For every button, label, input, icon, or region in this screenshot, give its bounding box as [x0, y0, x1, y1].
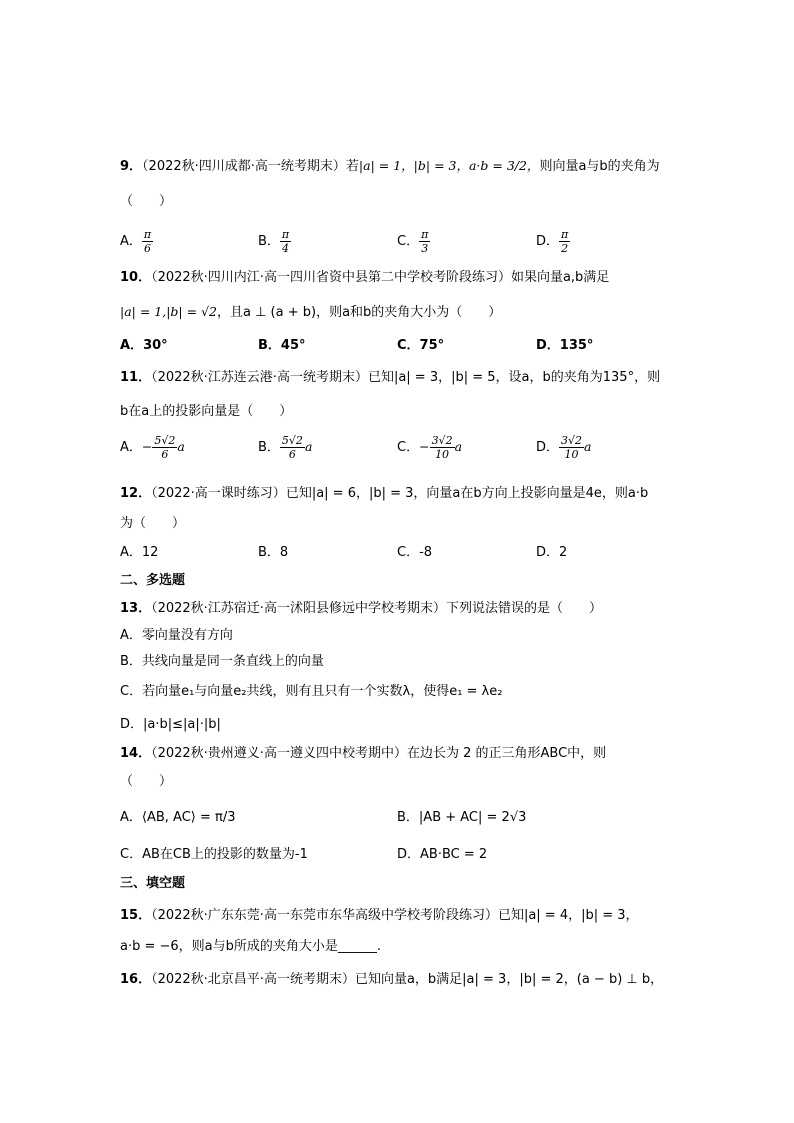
option-letter: D．	[536, 545, 560, 560]
section-heading: 二、多选题	[120, 573, 186, 588]
question-12-line-1	[120, 484, 648, 504]
option-a: A．⟨AB, AC⟩ = π/3	[120, 810, 236, 825]
vector-var: a	[584, 439, 592, 454]
numerator: 5√2	[281, 434, 303, 447]
option-c	[397, 434, 462, 461]
question-text: 则向量a与b的夹角为	[539, 159, 660, 174]
vector-var: a	[177, 439, 185, 454]
option-letter: A．	[120, 440, 142, 455]
question-text: 已知|a| = 3，|b| = 5，设a，b的夹角为135°，则	[367, 370, 661, 385]
option-c	[397, 228, 430, 255]
option-value: 12	[141, 545, 159, 560]
option-b	[258, 434, 312, 461]
section-heading: 三、填空题	[120, 876, 186, 891]
question-source: （2022秋·贵州遵义·高一遵义四中校考期中）	[151, 746, 407, 761]
option-letter: C．	[397, 545, 420, 560]
option-letter: C．	[397, 338, 420, 353]
option-letter: D．	[536, 338, 560, 353]
denominator: 6	[288, 448, 296, 461]
numerator: π	[281, 228, 290, 241]
option-letter: B．	[258, 545, 280, 560]
question-text: 已知|a| = 4，|b| = 3，	[497, 908, 639, 923]
option-b	[258, 543, 288, 563]
option-value: 8	[279, 545, 289, 560]
question-text: 在边长为 2 的正三角形ABC中，则	[406, 746, 607, 761]
option-letter: A．	[120, 545, 142, 560]
option-d: D．|a·b|≤|a|·|b|	[120, 717, 221, 732]
question-number: 9．	[120, 159, 143, 174]
question-source: （2022秋·四川内江·高一四川省资中县第二中学校考阶段练习）	[151, 270, 511, 285]
question-12-line-2: 为（ ）	[120, 516, 186, 531]
question-source: （2022秋·四川成都·高一统考期末）	[142, 159, 346, 174]
option-d: D．AB·BC = 2	[397, 847, 488, 862]
option-d	[536, 543, 567, 563]
question-source: （2022秋·北京昌平·高一统考期末）	[151, 972, 355, 987]
denominator: 6	[144, 242, 152, 255]
option-letter: A．	[120, 338, 144, 353]
option-c	[397, 336, 444, 356]
question-11-line-1	[120, 368, 660, 388]
option-d	[536, 434, 591, 461]
option-b: B．共线向量是同一条直线上的向量	[120, 654, 324, 669]
question-source: （2022秋·广东东莞·高一东莞市东华高级中学校考阶段练习）	[151, 908, 498, 923]
question-15-line-1	[120, 906, 639, 926]
question-text: 已知向量a，b满足|a| = 3，|b| = 2，(a − b) ⊥ b，	[354, 972, 664, 987]
fraction	[280, 434, 305, 461]
question-text: 若	[345, 159, 359, 174]
question-9-line-1	[120, 156, 660, 177]
question-text: ，且a ⊥ (a + b)，则a和b的夹角大小为（ ）	[217, 305, 502, 320]
option-b: B．|AB + AC| = 2√3	[397, 810, 527, 825]
question-number: 11．	[120, 370, 152, 385]
denominator: 4	[282, 242, 290, 255]
fraction	[142, 228, 153, 255]
sign: −	[141, 439, 153, 454]
question-13-line-1	[120, 599, 602, 619]
numerator: 3√2	[561, 434, 583, 447]
question-math: |a| = 1,|b| = √2	[120, 304, 217, 319]
option-a	[120, 543, 158, 563]
option-value: 2	[559, 545, 568, 560]
option-letter: C．	[397, 234, 420, 249]
option-letter: C．	[397, 440, 420, 455]
question-number: 13．	[120, 601, 152, 616]
denominator: 10	[435, 448, 450, 461]
numerator: π	[421, 228, 429, 241]
fraction	[152, 434, 177, 461]
fraction	[559, 434, 584, 461]
option-c	[397, 543, 432, 563]
denominator: 6	[161, 448, 169, 461]
question-text: 下列说法错误的是（ ）	[445, 601, 602, 616]
question-9-line-2: （ ）	[120, 194, 173, 209]
option-letter: D．	[536, 440, 560, 455]
question-number: 14．	[120, 746, 152, 761]
vector-var: a	[454, 439, 463, 454]
question-number: 10．	[120, 270, 152, 285]
option-letter: D．	[536, 234, 560, 249]
question-source: （2022·高一课时练习）	[151, 486, 286, 501]
option-d	[536, 228, 570, 255]
question-11-line-2: b在a上的投影向量是（ ）	[120, 404, 293, 419]
option-a	[120, 434, 185, 461]
option-a	[120, 228, 153, 255]
question-source: （2022秋·江苏连云港·高一统考期末）	[151, 370, 368, 385]
option-letter: B．	[258, 440, 280, 455]
question-number: 16．	[120, 972, 152, 987]
option-value: 75°	[419, 338, 445, 353]
question-10-line-2	[120, 302, 501, 323]
question-number: 15．	[120, 908, 152, 923]
question-14-line-1	[120, 744, 606, 764]
numerator: π	[561, 228, 569, 241]
option-value: 45°	[280, 338, 306, 353]
numerator: 5√2	[154, 434, 176, 447]
numerator: 3√2	[431, 434, 453, 447]
question-text: 如果向量a,b满足	[510, 270, 610, 285]
fraction	[430, 434, 455, 461]
option-c: C．若向量e₁与向量e₂共线，则有且只有一个实数λ，使得e₁ = λe₂	[120, 684, 503, 699]
question-number: 12．	[120, 486, 152, 501]
denominator: 2	[561, 242, 569, 255]
option-d	[536, 336, 593, 356]
option-a	[120, 336, 168, 356]
option-letter: B．	[258, 338, 281, 353]
vector-var: a	[304, 439, 313, 454]
fraction	[419, 228, 430, 255]
denominator: 10	[564, 448, 579, 461]
fraction	[559, 228, 570, 255]
option-b	[258, 228, 291, 255]
question-10-line-1	[120, 268, 609, 288]
option-c: C．AB在CB上的投影的数量为-1	[120, 847, 308, 862]
option-value: -8	[419, 545, 433, 560]
question-source: （2022秋·江苏宿迁·高一沭阳县修远中学校考期末）	[151, 601, 446, 616]
question-14-line-2: （ ）	[120, 774, 173, 789]
denominator: 3	[421, 242, 429, 255]
option-value: 30°	[143, 338, 168, 353]
question-math: |a| = 1，|b| = 3，a·b = 3/2，	[358, 158, 540, 173]
option-letter: A．	[120, 234, 142, 249]
option-b	[258, 336, 306, 356]
option-value: 135°	[559, 338, 594, 353]
fraction	[280, 228, 291, 255]
option-a: A．零向量没有方向	[120, 628, 233, 643]
option-letter: B．	[258, 234, 280, 249]
sign: −	[419, 439, 430, 454]
question-text: 已知|a| = 6，|b| = 3，向量a在b方向上投影向量是4e，则a·b	[285, 486, 649, 501]
question-16-line-1	[120, 970, 663, 990]
question-15-line-2: a·b = −6，则a与b所成的夹角大小是______.	[120, 939, 382, 954]
numerator: π	[143, 228, 152, 241]
